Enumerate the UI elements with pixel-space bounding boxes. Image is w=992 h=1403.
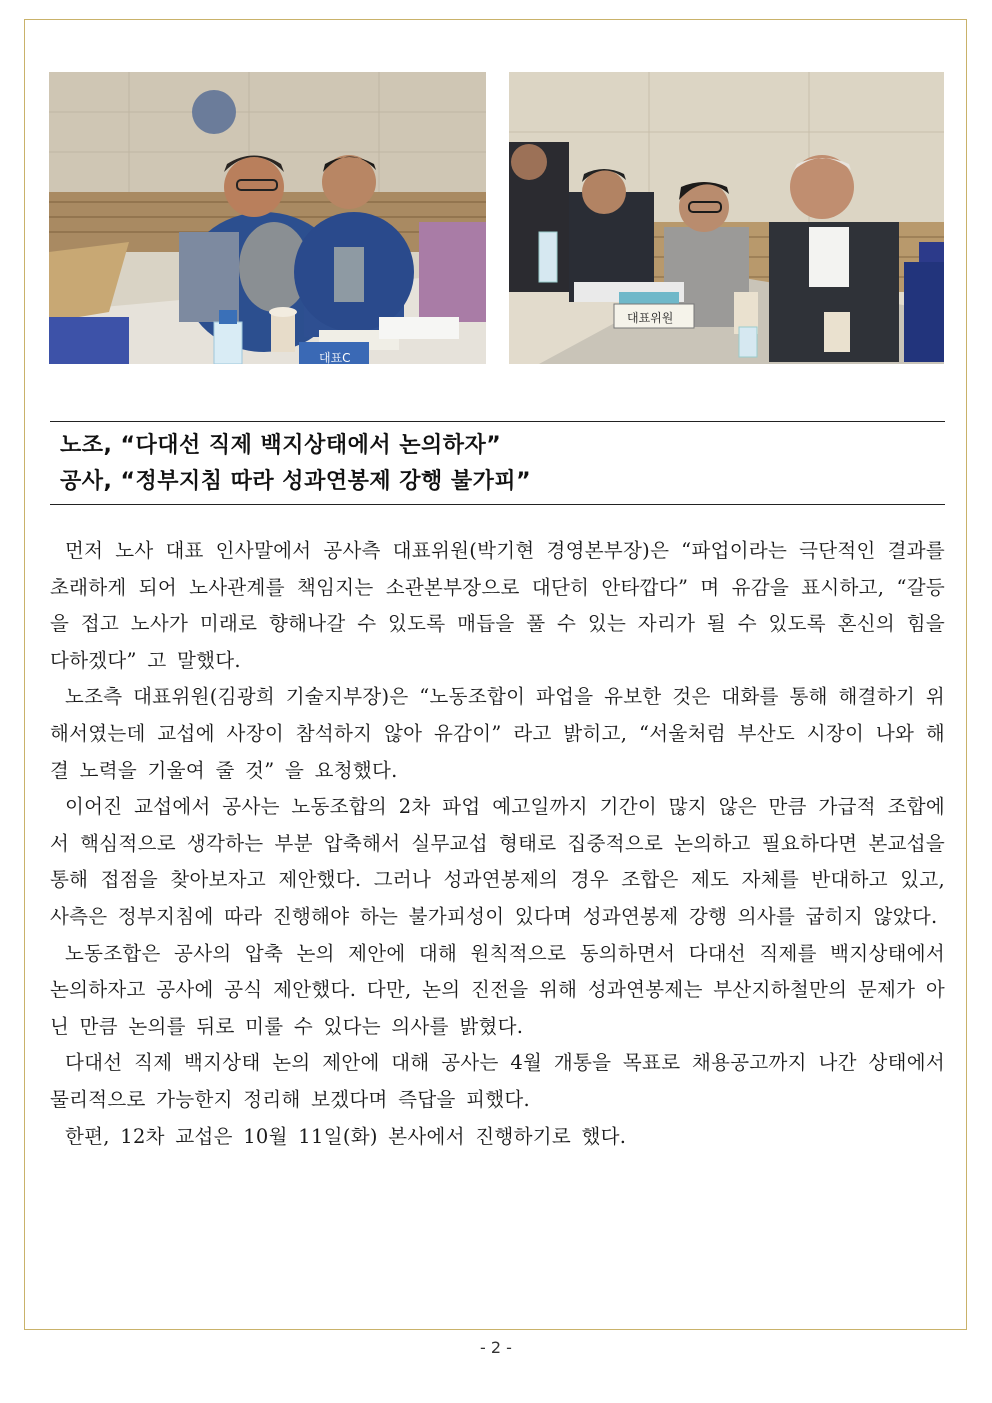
page-number: - 2 -: [480, 1338, 512, 1357]
paragraph: 노동조합은 공사의 압축 논의 제안에 대해 원칙적으로 동의하면서 다대선 직제를 백지상태에서 논의하자고 공사에 공식 제안했다. 다만, 논의 진전을 위해 성과연봉제는 부산지하철만의 문제가 아닌 만큼 논의를 뒤로 미룰 수 있다는 의사를 밝혔다.: [50, 941, 945, 1038]
headline-management: 공사, “정부지침 따라 성과연봉제 강행 불가피”: [60, 469, 532, 494]
photo-badge-text: 대표C: [319, 351, 351, 364]
meeting-photo-union: [49, 72, 486, 364]
paragraph: 한편, 12차 교섭은 10월 11일(화) 본사에서 진행하기로 했다.: [65, 1124, 627, 1148]
paragraph: 노조측 대표위원(김광희 기술지부장)은 “노동조합이 파업을 유보한 것은 대화를 통해 해결하기 위해서였는데 교섭에 사장이 참석하지 않아 유감이” 라고 밝히고, “서울처럼 부산도 시장이 나와 해결 노력을 기울여 줄 것” 을 요청했다.: [50, 685, 945, 782]
paragraph: 먼저 노사 대표 인사말에서 공사측 대표위원(박기현 경영본부장)은 “파업이라는 극단적인 결과를 초래하게 되어 노사관계를 책임지는 소관본부장으로 대단히 안타깝다” 며 유감을 표시하고, “갈등을 접고 노사가 미래로 향해나갈 수 있도록 매듭을 풀 수 있는 자리가 될 수 있도록 혼신의 힘을 다하겠다” 고 말했다.: [50, 539, 945, 672]
paragraph: 이어진 교섭에서 공사는 노동조합의 2차 파업 예고일까지 기간이 많지 않은 만큼 가급적 조합에서 핵심적으로 생각하는 부분 압축해서 실무교섭 형태로 집중적으로 논의하고 필요하다면 본교섭을 통해 접점을 찾아보자고 제안했다. 그러나 성과연봉제의 경우 조합은 제도 자체를 반대하고 있고, 사측은 정부지침에 따라 진행해야 하는 불가피성이 있다며 성과연봉제 강행 의사를 굽히지 않았다.: [50, 795, 945, 928]
paragraph: 다대선 직제 백지상태 논의 제안에 대해 공사는 4월 개통을 목표로 채용공고까지 나간 상태에서 물리적으로 가능한지 정리해 보겠다며 즉답을 피했다.: [50, 1051, 945, 1111]
headline-union: 노조, “다대선 직제 백지상태에서 논의하자”: [60, 433, 502, 458]
photo-placard-text: 대표위원: [627, 311, 674, 325]
article-headline: [50, 421, 945, 505]
article-body: [50, 533, 945, 1155]
meeting-photo-management: [509, 72, 944, 364]
